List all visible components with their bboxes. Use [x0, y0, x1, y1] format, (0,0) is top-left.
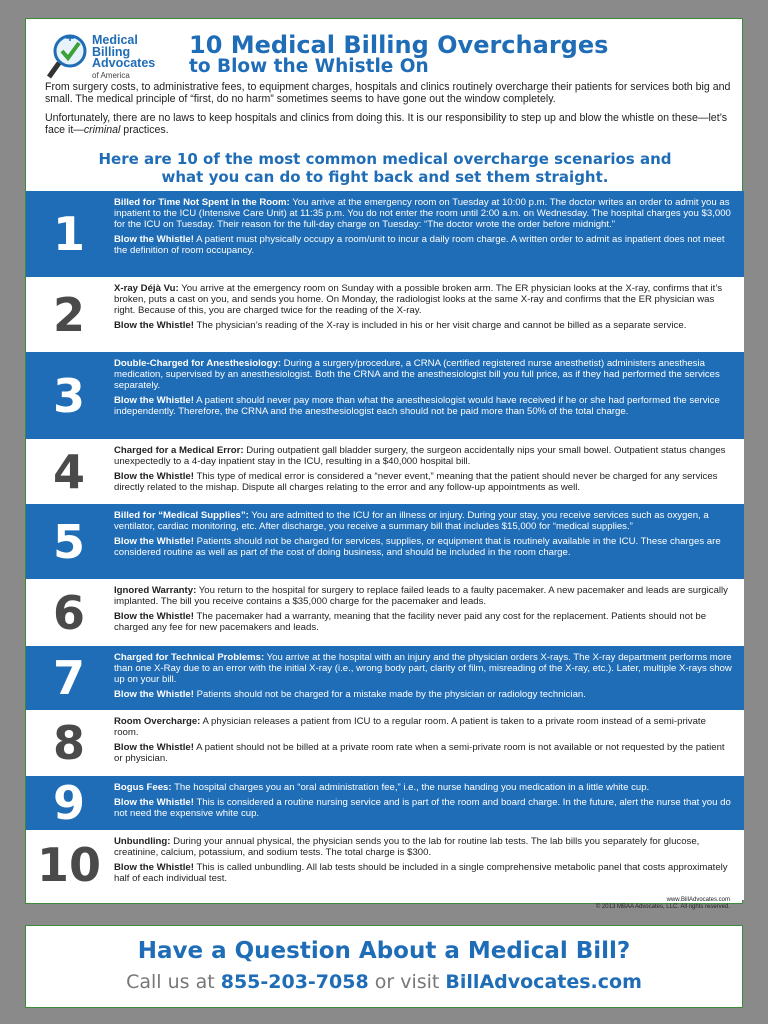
footer-credits	[596, 897, 730, 911]
whistle-text: The pacemaker had a warranty, meaning that the facility never paid any cost for the replacement. Patients should not be charged any fee for new pacemakers and leads.	[114, 610, 707, 633]
item-number: 1	[52, 207, 85, 261]
list-item	[26, 830, 744, 900]
cta-contact	[26, 971, 742, 993]
footer-website[interactable]: www.BillAdvocates.com	[666, 897, 730, 903]
headline-line-1: Here are 10 of the most common medical overcharge scenarios and	[98, 150, 672, 168]
item-body	[114, 359, 732, 422]
whistle-label: Blow the Whistle!	[114, 688, 194, 700]
list-item	[26, 710, 744, 776]
item-number: 8	[52, 716, 85, 770]
whistle-text: This type of medical error is considered a “never event,” meaning that the patient should never be charged for any services directly related to the mishap. Dispute all charges relating to the error and any follow-up appointments as well.	[114, 470, 718, 493]
item-title: Charged for Technical Problems:	[114, 652, 265, 663]
item-text: You return to the hospital for surgery to replace failed leads to a faulty pacemaker. A new pacemaker and leads are surgically implanted. The bill you receive contains a $35,000 charge for the pacemaker and leads.	[114, 585, 728, 607]
list-item	[26, 579, 744, 646]
logo	[46, 29, 176, 87]
item-body	[114, 837, 732, 889]
whistle-text: Patients should not be charged for services, supplies, or equipment that is routinely available in the ICU. These charges are considered routine as well as part of the cost of doing business, and should be included in the room charge.	[114, 535, 721, 558]
item-body	[114, 198, 732, 261]
whistle-text: Patients should not be charged for a mistake made by the physician or radiology technician.	[193, 688, 586, 700]
whistle-label: Blow the Whistle!	[114, 796, 194, 808]
item-text: A physician releases a patient from ICU to a regular room. A patient is taken to a private room instead of a semi-private room.	[114, 716, 706, 738]
whistle-label: Blow the Whistle!	[114, 394, 194, 406]
list-item	[26, 776, 744, 830]
overcharge-list	[26, 191, 744, 900]
item-number: 5	[52, 514, 85, 569]
list-item	[26, 439, 744, 504]
list-item	[26, 646, 744, 710]
list-item	[26, 352, 744, 439]
item-text: You arrive at the emergency room on Sunday with a possible broken arm. The ER physician looks at the X-ray, confirms that it’s broken, puts a cast on you, and sends you home. On Monday, the radiologist looks at the same X-ray and confirms that the ER physician was right. Because of this, you are charged twice for the reading of the X-ray.	[114, 283, 723, 316]
intro	[45, 81, 733, 143]
page-subtitle: to Blow the Whistle On	[189, 56, 429, 77]
item-title: Room Overcharge:	[114, 716, 201, 727]
logo-text	[92, 35, 155, 81]
logo-line-3: Advocates	[92, 56, 156, 70]
whistle-label: Blow the Whistle!	[114, 861, 194, 873]
list-item	[26, 191, 744, 277]
page-title: 10 Medical Billing Overcharges	[189, 31, 609, 59]
whistle-label: Blow the Whistle!	[114, 470, 194, 482]
whistle-text: The physician’s reading of the X-ray is included in his or her visit charge and cannot be billed as a separate service.	[193, 319, 687, 331]
item-body	[114, 783, 732, 824]
footer-copyright: © 2013 MBAA Advocates, LLC. All rights reserved.	[595, 904, 730, 910]
item-text: You arrive at the hospital with an injury and the physician orders X-rays. The X-ray department performs more than one X-Ray due to an error with the initial X-ray (i.e., wrong body part, clarity of film, misreading of the X-ray, etc.). Later, multiple X-rays show up on your bill.	[114, 652, 732, 685]
cta-call-prefix: Call us at	[126, 971, 221, 993]
list-item	[26, 504, 744, 579]
cta-site-link[interactable]: BillAdvocates.com	[445, 971, 642, 993]
item-text: The hospital charges you an “oral administration fee,” i.e., the nurse handing you medication in a little white cup.	[171, 782, 650, 793]
cta-or-visit: or visit	[368, 971, 446, 993]
item-title: Double-Charged for Anesthesiology:	[114, 358, 282, 369]
logo-line-2: Billing	[92, 44, 131, 59]
whistle-label: Blow the Whistle!	[114, 233, 194, 245]
item-text: You are admitted to the ICU for an illness or injury. During your stay, you receive services such as oxygen, a ventilator, cardiac monitoring, etc. After discharge, you receive a summary bill that includes $15,000 for “medical supplies.”	[114, 510, 709, 532]
intro-p2-end: practices.	[120, 124, 169, 136]
item-body	[114, 653, 732, 705]
list-item	[26, 277, 744, 352]
item-text: During your annual physical, the physician sends you to the lab for routine lab tests. The lab bills you separately for glucose, creatinine, calcium, potassium, and sodium tests. The total charge is $300.	[114, 836, 700, 858]
whistle-text: This is called unbundling. All lab tests should be included in a single comprehensive metabolic panel that costs approximately half of each individual test.	[114, 861, 728, 884]
intro-p2-start: Unfortunately, there are no laws to keep hospitals and clinics from doing this. It is our responsibility to step up and blow the whistle on these—let’s face it—	[45, 112, 728, 136]
item-title: Billed for Time Not Spent in the Room:	[114, 197, 290, 208]
item-title: Ignored Warranty:	[114, 585, 197, 596]
cta-phone[interactable]: 855-203-7058	[220, 971, 369, 993]
cta-question: Have a Question About a Medical Bill?	[137, 938, 631, 964]
item-body	[114, 284, 732, 336]
infographic-panel	[25, 18, 743, 910]
logo-line-1: Medical	[92, 33, 138, 47]
whistle-label: Blow the Whistle!	[114, 610, 194, 622]
whistle-text: A patient must physically occupy a room/unit to incur a daily room charge. A written order to admit as inpatient does not meet the definition of room occupancy.	[114, 233, 725, 256]
whistle-text: This is considered a routine nursing service and is part of the room and board charge. In the future, alert the nurse that you do not need the expensive white cup.	[114, 796, 731, 819]
item-body	[114, 511, 732, 563]
item-text: During a surgery/procedure, a CRNA (certified registered nurse anesthetist) administers anesthesia medication, supervised by an anesthesiologist. Both the CRNA and the anesthesiologist bill you full price, as if they had performed the services separately.	[114, 358, 720, 391]
item-title: X-ray Déjà Vu:	[114, 283, 179, 294]
item-body	[114, 586, 732, 638]
intro-paragraph-2	[45, 112, 733, 136]
call-to-action	[25, 925, 743, 1008]
item-title: Bogus Fees:	[114, 782, 172, 793]
whistle-label: Blow the Whistle!	[114, 535, 194, 547]
item-number: 10	[36, 838, 101, 892]
magnifier-check-icon	[46, 31, 92, 83]
whistle-text: A patient should never pay more than what the anesthesiologist would have received if he or she had performed the service independently. Therefore, the CRNA and the anesthesiologist each should not be paid more than 50% of the total charge.	[114, 394, 720, 417]
headline-line-2: what you can do to fight back and set them straight.	[161, 168, 609, 186]
whistle-text: A patient should not be billed at a private room rate when a semi-private room is not available or not requested by the patient or physician.	[114, 741, 725, 764]
intro-paragraph-1: From surgery costs, to administrative fees, to equipment charges, hospitals and clinics routinely overcharge their patients for services both big and small. The medical principle of “first, do no harm” sometimes seems to have gone out the window completely.	[45, 81, 731, 105]
item-title: Charged for a Medical Error:	[114, 445, 244, 456]
intro-p2-emphasis: criminal	[83, 124, 121, 136]
item-text: During outpatient gall bladder surgery, the surgeon accidentally nips your small bowel. Outpatient status changes unexpectedly to a 4-day inpatient stay in the ICU, resulting in a $40,000 hospital bill.	[114, 445, 726, 467]
item-number: 9	[52, 776, 85, 830]
item-number: 3	[52, 368, 85, 423]
item-number: 4	[52, 444, 85, 499]
logo-line-4: of America	[92, 70, 130, 80]
whistle-label: Blow the Whistle!	[114, 741, 194, 753]
item-number: 2	[52, 287, 85, 342]
item-body	[114, 446, 732, 498]
item-body	[114, 717, 732, 769]
item-number: 7	[52, 651, 85, 705]
item-number: 6	[52, 585, 85, 640]
whistle-label: Blow the Whistle!	[114, 319, 194, 331]
item-title: Unbundling:	[114, 836, 171, 847]
section-headline	[26, 150, 744, 186]
item-text: You arrive at the emergency room on Tuesday at 10:00 p.m. The doctor writes an order to admit you as inpatient to the ICU (Intensive Care Unit) at 11:35 p.m. You do not enter the room until 2:00 a.m. on Wednesday. The hospital charges you $3,000 for the ICU on Tuesday. Their reason for the full-day charge on Tuesday: “The doctor wrote the order before midnight.”	[114, 197, 731, 230]
item-title: Billed for “Medical Supplies”:	[114, 510, 249, 521]
